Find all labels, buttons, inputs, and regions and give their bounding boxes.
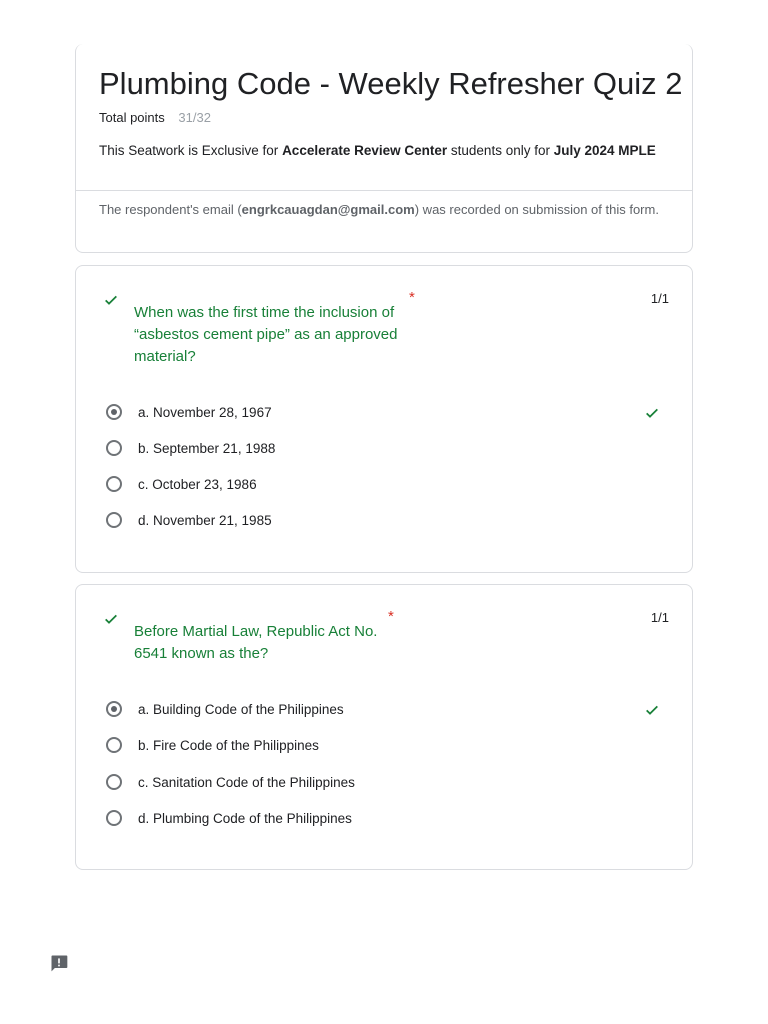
form-title: Plumbing Code - Weekly Refresher Quiz 2 <box>99 66 683 101</box>
option-c[interactable] <box>106 771 355 793</box>
option-label: a. Building Code of the Philippines <box>138 701 344 717</box>
question-text: Before Martial Law, Republic Act No. 6541 known as the? <box>134 623 378 662</box>
radio-button[interactable] <box>106 774 122 790</box>
description-prefix: This Seatwork is Exclusive for <box>99 143 283 158</box>
option-c[interactable] <box>106 473 257 495</box>
option-b[interactable] <box>106 437 275 459</box>
option-label: d. Plumbing Code of the Philippines <box>138 810 352 826</box>
radio-selected[interactable] <box>106 701 122 717</box>
respondent-email: engrkcauagdan@gmail.com <box>241 202 415 217</box>
option-label: b. Fire Code of the Philippines <box>138 737 319 753</box>
radio-button[interactable] <box>106 737 122 753</box>
question-text: When was the first time the inclusion of “asbestos cement pipe” as an approved material? <box>134 304 398 365</box>
total-points-value: 31/32 <box>178 110 211 125</box>
radio-button[interactable] <box>106 476 122 492</box>
description-period: July 2024 MPLE <box>553 143 656 158</box>
option-a[interactable] <box>106 401 272 423</box>
radio-button[interactable] <box>106 810 122 826</box>
option-label: c. Sanitation Code of the Philippines <box>138 774 355 790</box>
option-a[interactable] <box>106 698 344 720</box>
radio-button[interactable] <box>106 512 122 528</box>
check-icon <box>101 611 121 627</box>
total-points <box>99 109 211 127</box>
email-recorded-note <box>99 201 669 219</box>
question-card <box>75 584 693 870</box>
question-score: 1/1 <box>650 291 669 306</box>
check-icon <box>642 405 662 421</box>
email-note-suffix: ) was recorded on submission of this form. <box>414 202 659 217</box>
option-b[interactable] <box>106 734 319 756</box>
divider <box>76 190 692 191</box>
total-points-label: Total points <box>99 110 165 125</box>
option-label: a. November 28, 1967 <box>138 404 272 420</box>
radio-selected[interactable] <box>106 404 122 420</box>
check-icon <box>642 702 662 718</box>
required-asterisk: * <box>388 608 394 625</box>
option-label: c. October 23, 1986 <box>138 476 257 492</box>
option-d[interactable] <box>106 509 272 531</box>
question-card <box>75 265 693 573</box>
required-asterisk: * <box>409 289 415 306</box>
option-d[interactable] <box>106 807 352 829</box>
check-icon <box>101 292 121 308</box>
form-header-card <box>75 44 693 253</box>
form-description <box>99 142 659 160</box>
email-note-prefix: The respondent's email ( <box>99 202 242 217</box>
description-middle: students only for <box>447 143 554 158</box>
option-label: b. September 21, 1988 <box>138 440 276 456</box>
option-label: d. November 21, 1985 <box>138 512 272 528</box>
report-feedback-icon[interactable] <box>49 953 69 973</box>
radio-button[interactable] <box>106 440 122 456</box>
description-center: Accelerate Review Center <box>282 143 448 158</box>
question-score: 1/1 <box>650 610 669 625</box>
